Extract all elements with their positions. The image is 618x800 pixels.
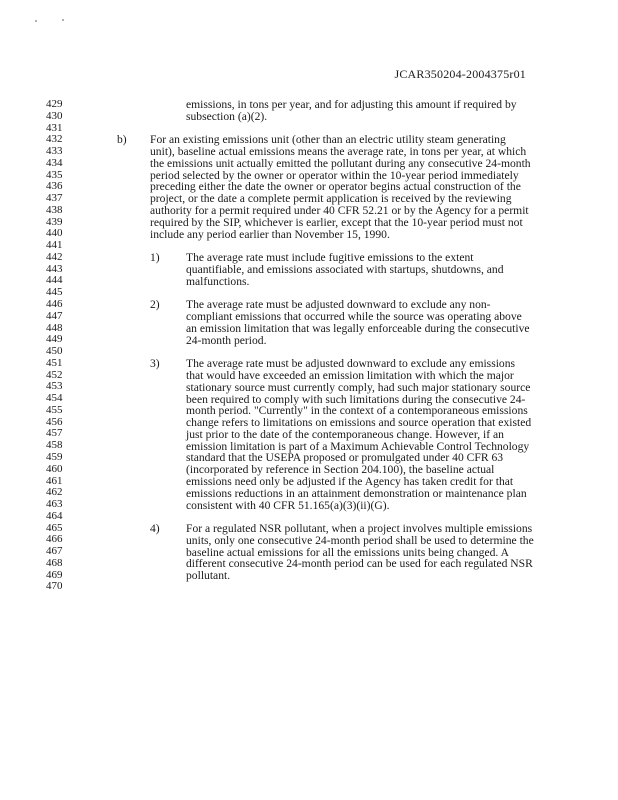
item-3-line: month period. "Currently" in the context of a contemporaneous emissions bbox=[186, 404, 528, 418]
item-marker: 1) bbox=[150, 251, 160, 265]
item-3-line: change refers to limitations on emissions and source operation that existed bbox=[186, 416, 532, 430]
line-number: 467 bbox=[46, 545, 63, 558]
item-3-line: just prior to the date of the contemporaneous change. However, if an bbox=[186, 427, 504, 441]
line-number: 430 bbox=[46, 109, 63, 122]
item-3-line: stationary source must currently comply, had such major stationary source bbox=[186, 380, 531, 394]
item-1-line: quantifiable, and emissions associated with startups, shutdowns, and bbox=[186, 262, 504, 276]
section-b-line: the emissions unit actually emitted the pollutant during any consecutive 24-month bbox=[150, 156, 531, 170]
document-id: JCAR350204-2004375r01 bbox=[394, 67, 526, 81]
item-2-line: compliant emissions that occurred while the source was operating above bbox=[186, 310, 522, 324]
section-b-line: unit), baseline actual emissions means the average rate, in tons per year, at which bbox=[150, 145, 527, 159]
item-4-line: units, only one consecutive 24-month period shall be used to determine the bbox=[186, 533, 534, 547]
item-3-line: emissions need only be adjusted if the Agency has taken credit for that bbox=[186, 474, 514, 488]
line-number: 462 bbox=[46, 486, 63, 499]
item-3-line: standard that the USEPA proposed or promulgated under 40 CFR 63 bbox=[186, 451, 504, 465]
line-number: 433 bbox=[46, 145, 63, 158]
line-number: 443 bbox=[46, 262, 63, 275]
line-number: 457 bbox=[46, 427, 63, 440]
line-number: 434 bbox=[46, 156, 63, 169]
continuation-line: subsection (a)(2). bbox=[186, 109, 268, 123]
line-number: 446 bbox=[46, 298, 63, 311]
scan-speck bbox=[62, 19, 64, 21]
line-number: 447 bbox=[46, 309, 63, 322]
line-number: 461 bbox=[46, 474, 63, 487]
section-b-line: include any period earlier than November 15, 1990. bbox=[150, 227, 390, 241]
line-number: 450 bbox=[46, 345, 63, 358]
item-4-line: For a regulated NSR pollutant, when a project involves multiple emissions bbox=[186, 522, 533, 536]
item-1-line: malfunctions. bbox=[186, 274, 250, 288]
line-number: 458 bbox=[46, 439, 63, 452]
item-3-line: consistent with 40 CFR 51.165(a)(3)(ii)(G). bbox=[186, 498, 390, 512]
section-b-line: project, or the date a complete permit application is received by the reviewing bbox=[150, 192, 512, 206]
line-number: 466 bbox=[46, 533, 63, 546]
line-number: 470 bbox=[46, 580, 63, 593]
item-3-line: The average rate must be adjusted downward to exclude any emissions bbox=[186, 357, 516, 371]
item-3-line: that would have exceeded an emission limitation with which the major bbox=[186, 368, 514, 382]
line-number: 463 bbox=[46, 498, 63, 511]
section-marker: b) bbox=[117, 133, 127, 147]
line-number: 465 bbox=[46, 521, 63, 534]
line-number: 444 bbox=[46, 274, 63, 287]
line-number: 452 bbox=[46, 368, 63, 381]
item-4-line: baseline actual emissions for all the emissions units being changed. A bbox=[186, 545, 509, 559]
line-number: 436 bbox=[46, 180, 63, 193]
section-b-line: authority for a permit required under 40 CFR 52.21 or by the Agency for a permit bbox=[150, 204, 529, 218]
line-number: 431 bbox=[46, 121, 63, 134]
section-b-line: For an existing emissions unit (other than an electric utility steam generating bbox=[150, 133, 506, 147]
item-4-line: different consecutive 24-month period can be used for each regulated NSR bbox=[186, 557, 533, 571]
line-number: 451 bbox=[46, 356, 63, 369]
continuation-line: emissions, in tons per year, and for adjusting this amount if required by bbox=[186, 98, 517, 111]
line-number: 445 bbox=[46, 286, 63, 299]
line-number: 459 bbox=[46, 450, 63, 463]
item-3-line: (incorporated by reference in Section 204.100), the baseline actual bbox=[186, 463, 495, 477]
item-3-line: emission limitation is part of a Maximum Achievable Control Technology bbox=[186, 439, 530, 453]
line-number: 439 bbox=[46, 215, 63, 228]
line-number: 429 bbox=[46, 98, 63, 110]
item-1-line: The average rate must include fugitive emissions to the extent bbox=[186, 251, 474, 265]
line-number: 438 bbox=[46, 203, 63, 216]
line-number: 435 bbox=[46, 168, 63, 181]
line-number: 469 bbox=[46, 568, 63, 581]
item-4-line: pollutant. bbox=[186, 569, 231, 583]
line-number: 453 bbox=[46, 380, 63, 393]
line-number: 456 bbox=[46, 415, 63, 428]
line-number: 464 bbox=[46, 509, 63, 522]
item-marker: 2) bbox=[150, 298, 160, 312]
item-2-line: an emission limitation that was legally enforceable during the consecutive bbox=[186, 321, 530, 335]
line-number: 440 bbox=[46, 227, 63, 240]
scan-speck bbox=[35, 20, 37, 22]
line-numbers bbox=[46, 99, 78, 593]
line-number: 460 bbox=[46, 462, 63, 475]
line-number: 468 bbox=[46, 556, 63, 569]
line-number: 442 bbox=[46, 250, 63, 263]
item-3-line: emissions reductions in an attainment demonstration or maintenance plan bbox=[186, 486, 527, 500]
line-number: 448 bbox=[46, 321, 63, 334]
item-marker: 4) bbox=[150, 522, 160, 536]
section-b-line: preceding either the date the owner or operator begins actual construction of the bbox=[150, 180, 521, 194]
section-b-line: required by the SIP, whichever is earlier, except that the 10-year period must not bbox=[150, 215, 523, 229]
line-number: 449 bbox=[46, 333, 63, 346]
line-number: 432 bbox=[46, 133, 63, 146]
section-b-line: period selected by the owner or operator within the 10-year period immediately bbox=[150, 168, 519, 182]
line-number: 437 bbox=[46, 192, 63, 205]
item-2-line: The average rate must be adjusted downward to exclude any non- bbox=[186, 298, 491, 312]
line-number: 454 bbox=[46, 392, 63, 405]
line-number: 441 bbox=[46, 239, 63, 252]
item-2-line: 24-month period. bbox=[186, 333, 267, 347]
item-marker: 3) bbox=[150, 357, 160, 371]
item-3-line: been required to comply with such limitations during the consecutive 24- bbox=[186, 392, 526, 406]
line-number: 455 bbox=[46, 403, 63, 416]
